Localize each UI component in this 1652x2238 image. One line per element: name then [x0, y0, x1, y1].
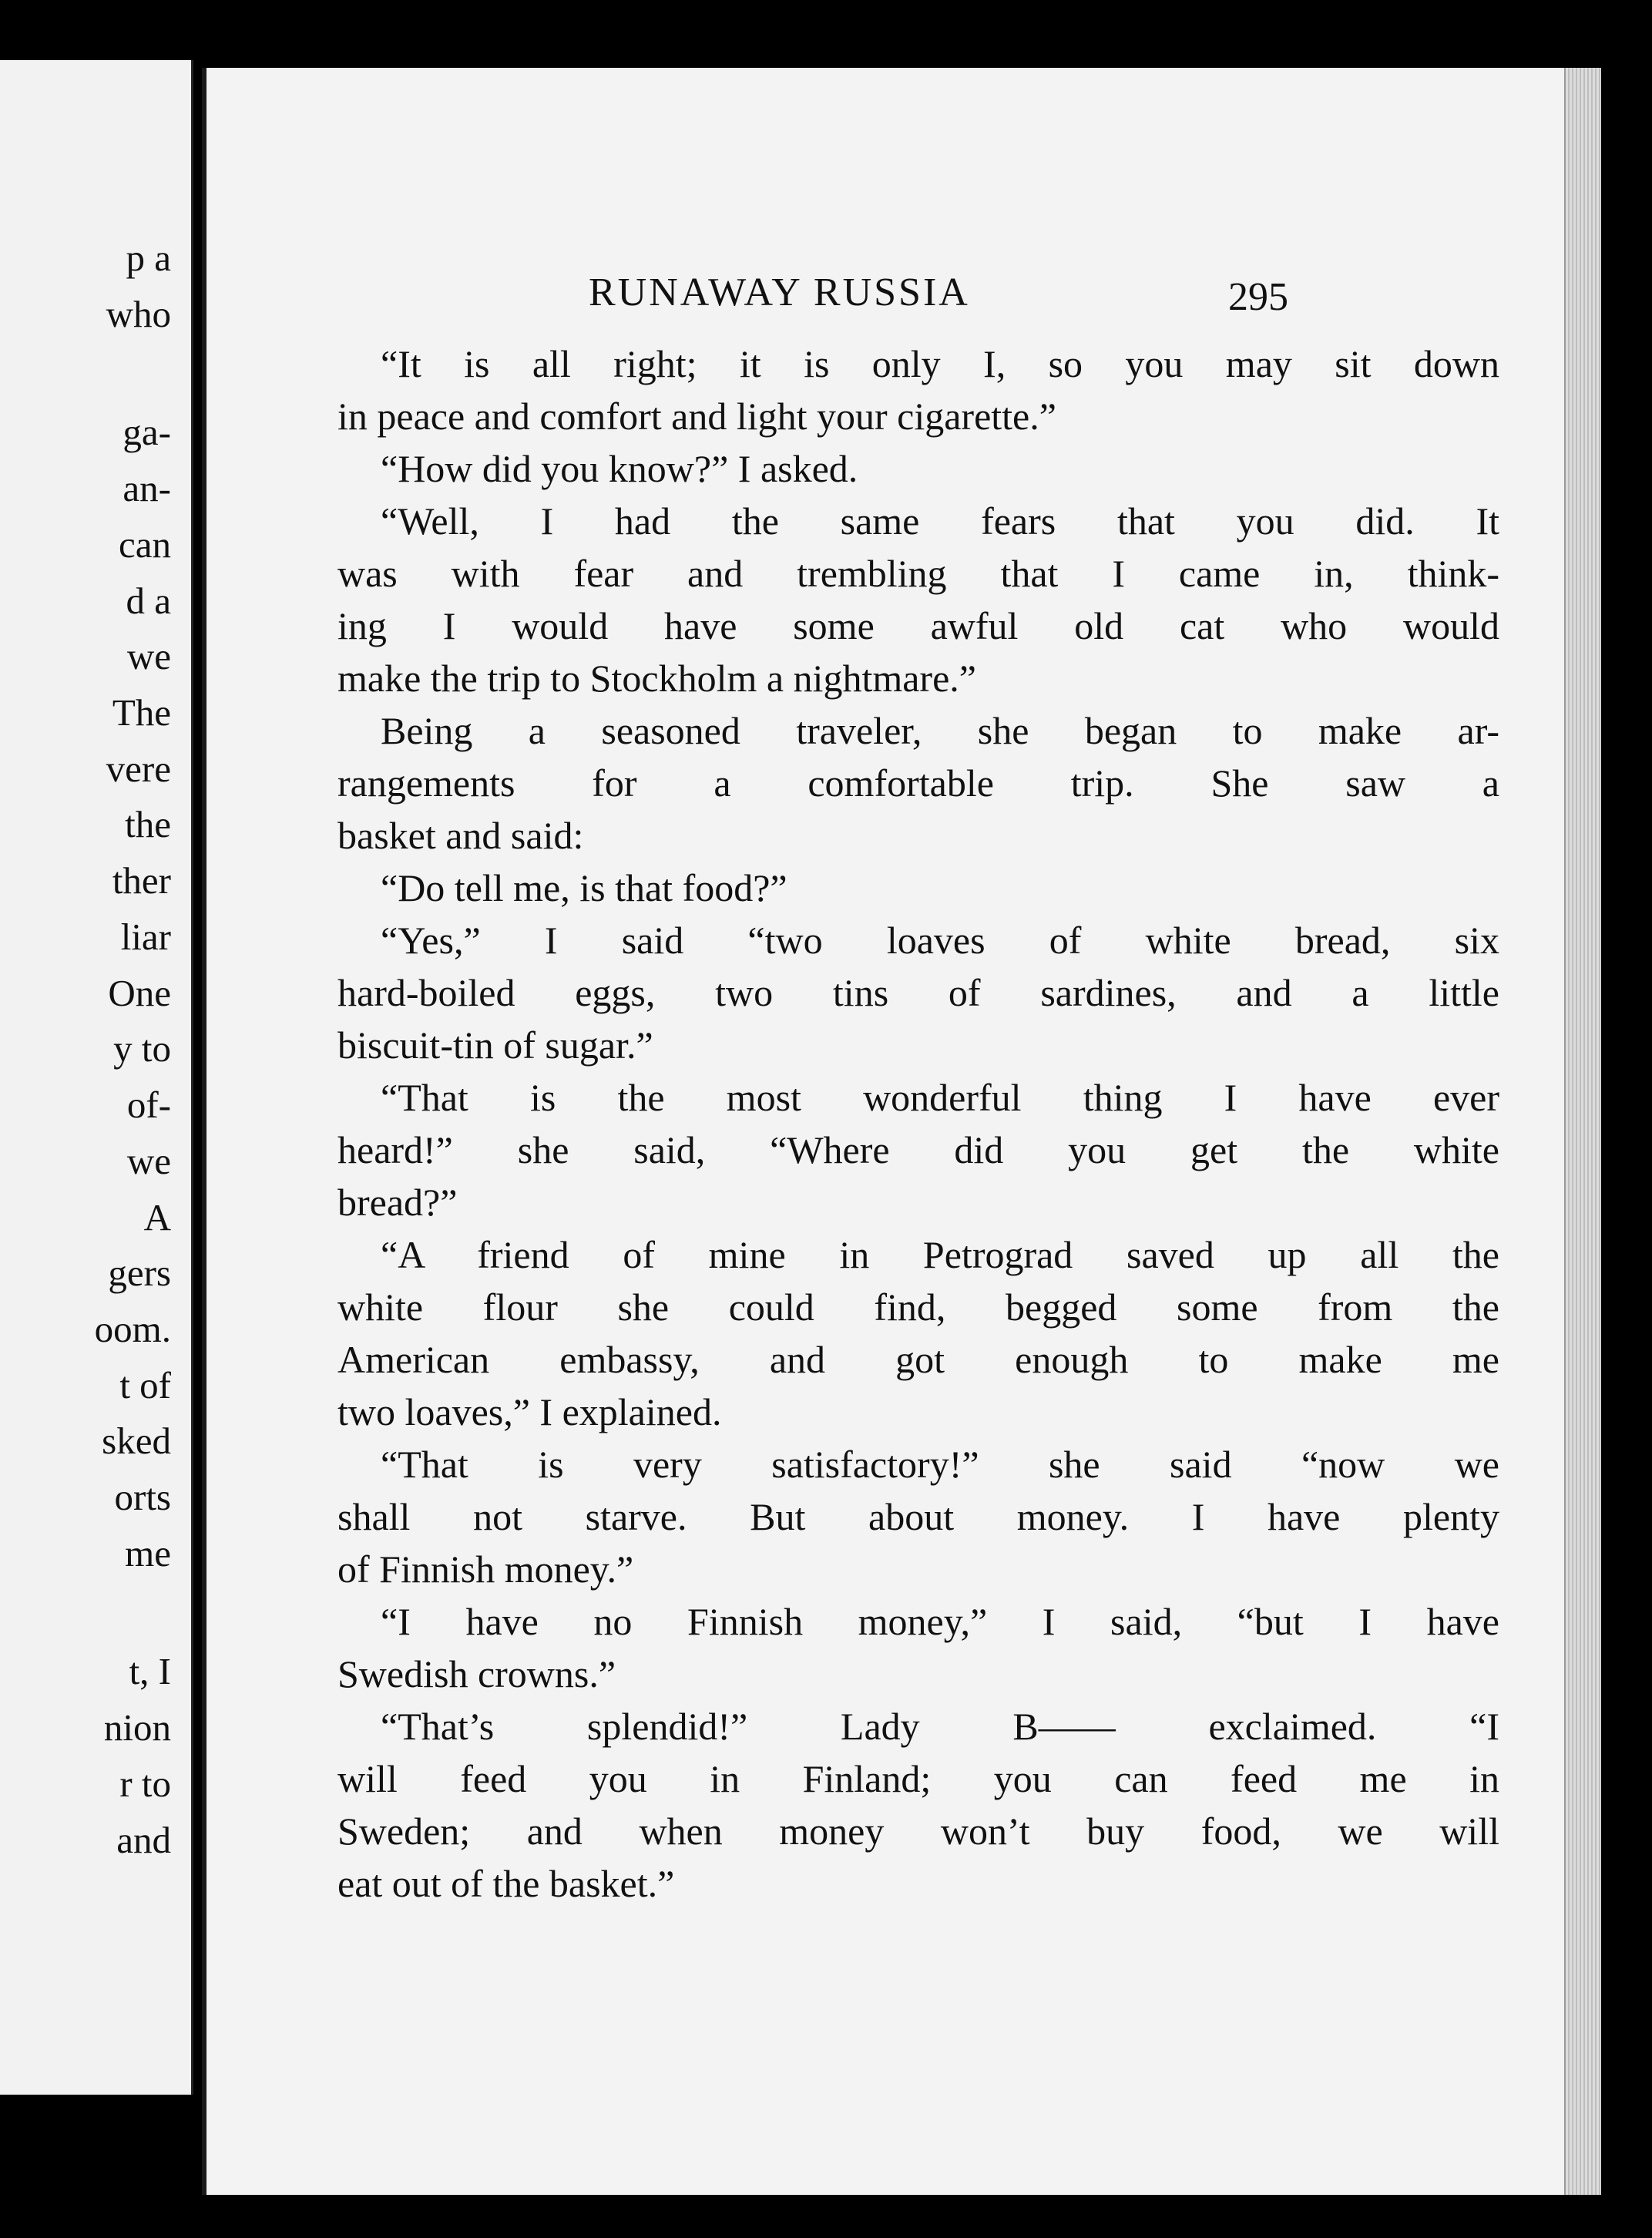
text-line: “That’s splendid!” Lady B—— exclaimed. “I — [381, 1705, 1499, 1748]
text-line: was with fear and trembling that I came in, think- — [337, 552, 1499, 595]
text-line: rangements for a comfortable trip. She saw a — [337, 761, 1499, 805]
left-page-line-fragment: of- — [126, 1084, 171, 1126]
left-page-line-fragment: me — [125, 1532, 171, 1574]
left-page-line-fragment: A — [143, 1196, 171, 1238]
text-line: “That is the most wonderful thing I have ever — [381, 1076, 1499, 1119]
running-head — [206, 270, 1601, 319]
left-page-line-fragment: and — [116, 1819, 171, 1861]
text-line: American embassy, and got enough to make me — [337, 1338, 1499, 1381]
text-line: “Do tell me, is that food?” — [381, 866, 787, 909]
left-page-line-fragment: gers — [108, 1252, 171, 1294]
text-line: “It is all right; it is only I, so you may sit down — [381, 342, 1499, 385]
text-line: “I have no Finnish money,” I said, “but I have — [381, 1600, 1499, 1643]
previous-page-fragment — [0, 60, 193, 2095]
text-line: eat out of the basket.” — [337, 1862, 675, 1905]
text-line: make the trip to Stockholm a nightmare.” — [337, 657, 976, 700]
text-line: “How did you know?” I asked. — [381, 447, 858, 490]
page-number: 295 — [1228, 275, 1288, 319]
left-page-line-fragment: ther — [112, 859, 171, 902]
text-line: “That is very satisfactory!” she said “now we — [381, 1443, 1499, 1486]
left-page-line-fragment: p a — [126, 237, 171, 279]
text-line: Swedish crowns.” — [337, 1652, 616, 1695]
text-line: heard!” she said, “Where did you get the white — [337, 1128, 1499, 1171]
body-text — [337, 338, 1499, 1910]
left-page-line-fragment: d a — [126, 580, 171, 622]
text-line: white flour she could find, begged some from the — [337, 1285, 1499, 1329]
left-page-line-fragment: The — [112, 691, 171, 734]
text-line: ing I would have some awful old cat who would — [337, 604, 1499, 647]
text-line: biscuit-tin of sugar.” — [337, 1023, 653, 1067]
text-line: hard-boiled eggs, two tins of sardines, and a little — [337, 971, 1499, 1014]
left-page-line-fragment: t, I — [129, 1650, 171, 1692]
text-line: “Well, I had the same fears that you did. It — [381, 499, 1499, 543]
left-page-line-fragment: we — [126, 1140, 171, 1182]
text-line: two loaves,” I explained. — [337, 1390, 722, 1433]
text-line: “Yes,” I said “two loaves of white bread, six — [381, 919, 1499, 962]
left-page-line-fragment: oom. — [94, 1308, 171, 1350]
left-page-line-fragment: vere — [106, 748, 171, 790]
left-page-line-fragment: y to — [113, 1027, 171, 1070]
left-page-line-fragment: One — [108, 972, 171, 1014]
text-line: will feed you in Finland; you can feed me in — [337, 1757, 1499, 1800]
left-page-line-fragment: t of — [119, 1364, 171, 1406]
text-line: shall not starve. But about money. I have plenty — [337, 1495, 1499, 1538]
text-line: in peace and comfort and light your cigarette.” — [337, 395, 1056, 438]
text-line: basket and said: — [337, 814, 584, 857]
left-page-line-fragment: ga- — [123, 411, 171, 453]
book-page — [202, 68, 1601, 2195]
left-page-line-fragment: we — [126, 635, 171, 677]
text-line: Being a seasoned traveler, she began to make ar- — [381, 709, 1499, 752]
left-page-line-fragment: the — [125, 803, 171, 845]
left-page-line-fragment: who — [106, 293, 171, 335]
left-page-line-fragment: r to — [119, 1763, 171, 1805]
text-line: “A friend of mine in Petrograd saved up all the — [381, 1233, 1499, 1276]
left-page-line-fragment: an- — [123, 467, 171, 509]
left-page-line-fragment: orts — [114, 1476, 171, 1518]
left-page-line-fragment: liar — [120, 916, 171, 958]
left-page-line-fragment: sked — [102, 1420, 171, 1462]
text-line: Sweden; and when money won’t buy food, we will — [337, 1810, 1499, 1853]
text-line: of Finnish money.” — [337, 1547, 634, 1591]
running-title: RUNAWAY RUSSIA — [589, 271, 970, 314]
page-edge — [1564, 68, 1601, 2195]
left-page-line-fragment: nion — [103, 1706, 171, 1749]
left-page-line-fragment: can — [119, 523, 171, 566]
text-line: bread?” — [337, 1181, 458, 1224]
